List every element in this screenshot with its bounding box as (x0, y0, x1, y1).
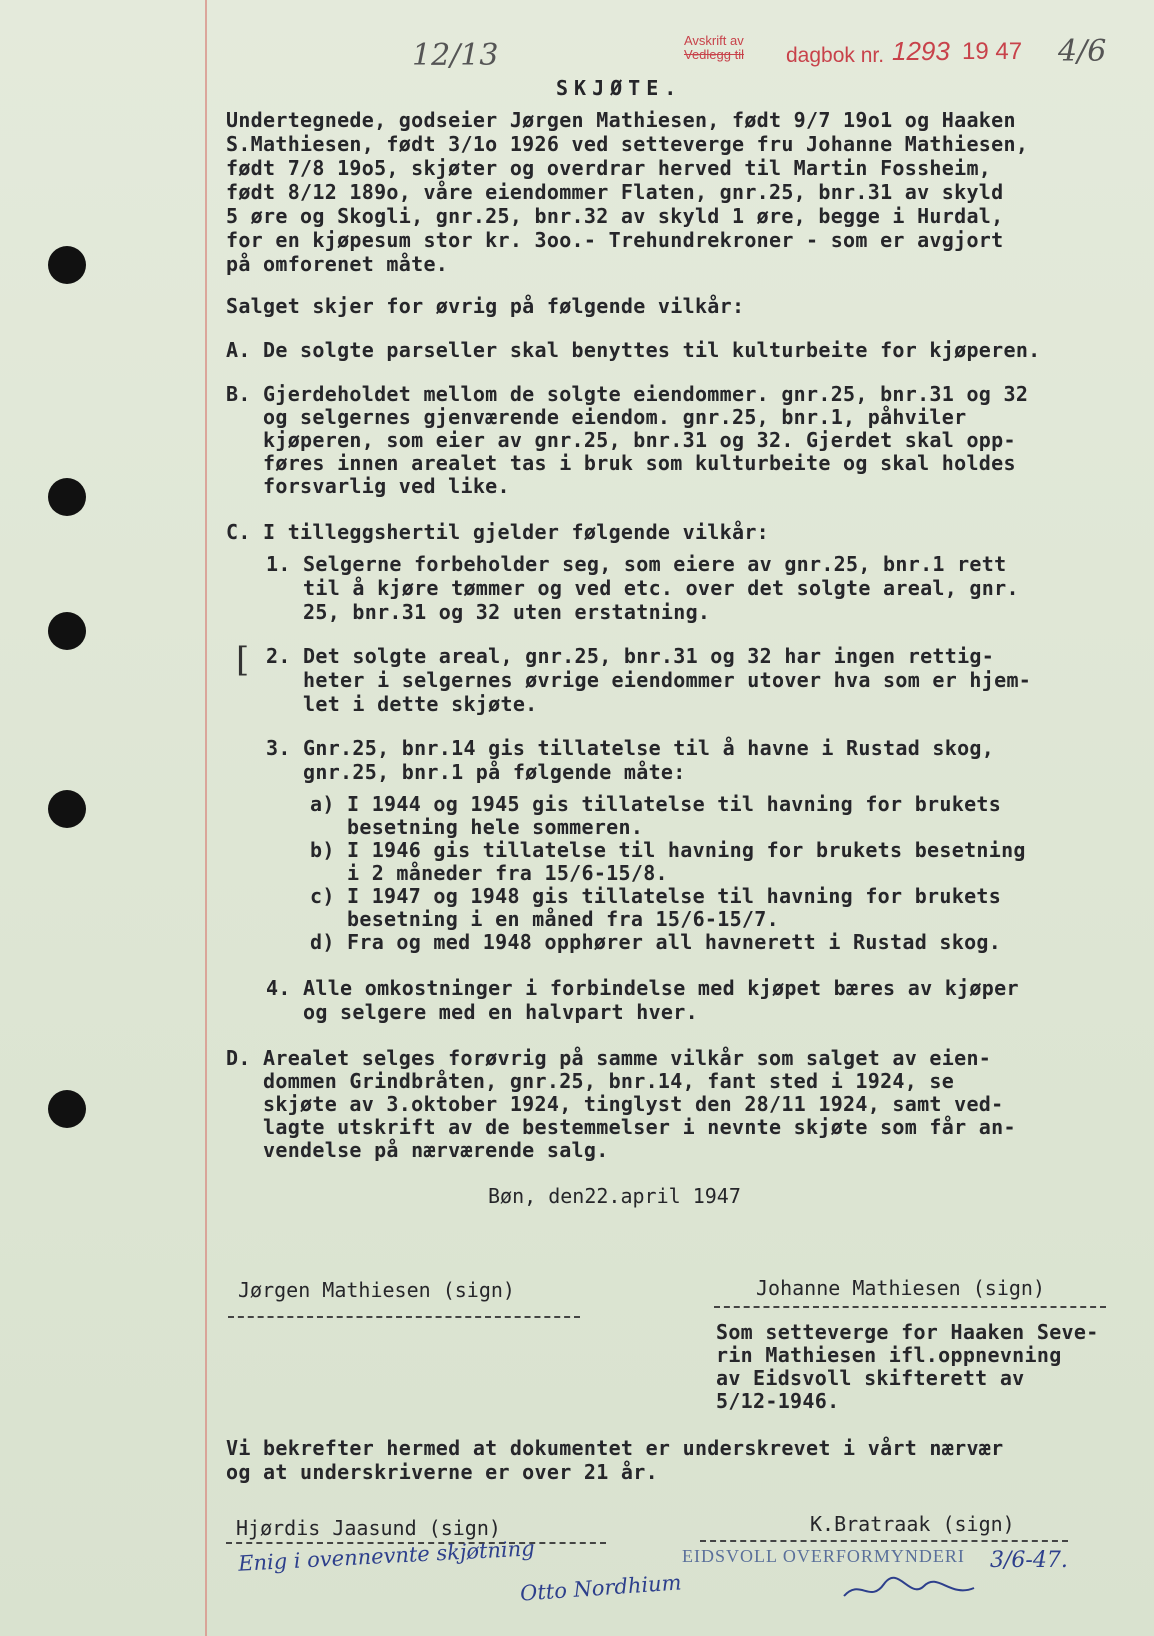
section-d-line: vendelse på nærværende salg. (226, 1138, 609, 1162)
stamp-label (684, 34, 744, 62)
body-line: for en kjøpesum stor kr. 3oo.- Trehundrekroner - som er avgjort (226, 228, 1004, 252)
signature-left: Jørgen Mathiesen (sign) (238, 1278, 515, 1302)
punch-hole (48, 246, 86, 284)
body-line: Undertegnede, godseier Jørgen Mathiesen, født 9/7 19o1 og Haaken (226, 108, 1016, 132)
punch-hole (48, 478, 86, 516)
handwritten-signature (840, 1570, 980, 1610)
section-d-line: skjøte av 3.oktober 1924, tinglyst den 28/11 1924, samt ved- (226, 1092, 1004, 1116)
c1-line: til å kjøre tømmer og ved etc. over det solgte areal, gnr. (266, 576, 1019, 600)
document-title: SKJØTE. (556, 76, 683, 100)
signature-line (228, 1316, 580, 1318)
c3-item: besetning hele sommeren. (310, 815, 644, 839)
c3-line: gnr.25, bnr.1 på følgende måte: (266, 760, 686, 784)
signature-line (714, 1306, 1106, 1308)
handwritten-name: Otto Nordhium (519, 1570, 683, 1606)
section-b-line: og selgernes gjenværende eiendom. gnr.25, bnr.1, påhviler (226, 405, 967, 429)
section-d-line: D. Arealet selges forøvrig på samme vilkår som salget av eien- (226, 1046, 992, 1070)
body-line: på omforenet måte. (226, 252, 449, 276)
conditions-intro: Salget skjer for øvrig på følgende vilkår: (226, 294, 745, 318)
c3-item: a) I 1944 og 1945 gis tillatelse til havning for brukets (310, 792, 1002, 816)
c1-line: 25, bnr.31 og 32 uten erstatning. (266, 600, 711, 624)
witness-statement: og at underskriverne er over 21 år. (226, 1460, 658, 1484)
section-a: A. De solgte parseller skal benyttes til kulturbeite for kjøperen. (226, 338, 1041, 362)
stamp-dagbok: dagbok nr. (786, 44, 885, 67)
c2-line: heter i selgernes øvrige eiendommer utover hva som er hjem- (266, 668, 1032, 692)
punch-hole (48, 1090, 86, 1128)
guardian-note: rin Mathiesen ifl.oppnevning (716, 1343, 1062, 1367)
guardian-note: Som setteverge for Haaken Seve- (716, 1320, 1099, 1344)
witness-statement: Vi bekrefter hermed at dokumentet er underskrevet i vårt nærvær (226, 1436, 1004, 1460)
footer-date: 3/6-47. (990, 1548, 1068, 1573)
c2-line: let i dette skjøte. (266, 692, 538, 716)
section-b-line: kjøperen, som eier av gnr.25, bnr.31 og 32. Gjerdet skal opp- (226, 428, 1016, 452)
place-date: Bøn, den22.april 1947 (488, 1184, 741, 1208)
section-c-intro: C. I tilleggshertil gjelder følgende vilkår: (226, 520, 770, 544)
body-line: født 7/8 19o5, skjøter og overdrar herved til Martin Fossheim, (226, 156, 992, 180)
guardian-note: av Eidsvoll skifterett av (716, 1366, 1025, 1390)
bracket-mark: [ (236, 640, 250, 680)
witness-right: K.Bratraak (sign) (810, 1512, 1015, 1536)
c3-item: d) Fra og med 1948 opphører all havnerett i Rustad skog. (310, 930, 1002, 954)
c3-item: b) I 1946 gis tillatelse til havning for brukets besetning (310, 838, 1026, 862)
punch-hole (48, 790, 86, 828)
body-line: født 8/12 189o, våre eiendommer Flaten, gnr.25, bnr.31 av skyld (226, 180, 1004, 204)
c4-line: og selgere med en halvpart hver. (266, 1000, 698, 1024)
witness-left: Hjørdis Jaasund (sign) (236, 1516, 501, 1540)
overformynderi-stamp: EIDSVOLL OVERFORMYNDERI (682, 1546, 965, 1566)
c3-item: i 2 måneder fra 15/6-15/8. (310, 861, 668, 885)
c3-line: 3. Gnr.25, bnr.14 gis tillatelse til å havne i Rustad skog, (266, 736, 995, 760)
body-line: S.Mathiesen, født 3/1o 1926 ved setteverge fru Johanne Mathiesen, (226, 132, 1029, 156)
signature-line (700, 1540, 1068, 1542)
dagbok-year: 19 47 (962, 38, 1023, 65)
c3-item: besetning i en måned fra 15/6-15/7. (310, 907, 779, 931)
punch-hole (48, 612, 86, 650)
signature-right: Johanne Mathiesen (sign) (756, 1276, 1045, 1300)
dagbok-number: 1293 (892, 36, 950, 66)
c3-item: c) I 1947 og 1948 gis tillatelse til havning for brukets (310, 884, 1002, 908)
section-b-line: føres innen arealet tas i bruk som kulturbeite og skal holdes (226, 451, 1016, 475)
pencil-mark: 12/13 (412, 38, 499, 73)
stamp-line: Vedlegg til (684, 47, 744, 62)
margin-line (205, 0, 207, 1636)
c1-line: 1. Selgerne forbeholder seg, som eiere av gnr.25, bnr.1 rett (266, 552, 1007, 576)
section-d-line: lagte utskrift av de bestemmelser i nevnte skjøte som får an- (226, 1115, 1016, 1139)
stamp-line: Avskrift av (684, 33, 744, 48)
section-b-line: forsvarlig ved like. (226, 474, 510, 498)
handwritten-approval: Enig i ovennevnte skjøtning (237, 1536, 536, 1576)
guardian-note: 5/12-1946. (716, 1389, 840, 1413)
body-line: 5 øre og Skogli, gnr.25, bnr.32 av skyld 1 øre, begge i Hurdal, (226, 204, 1004, 228)
date-note: 4/6 (1058, 34, 1107, 69)
c4-line: 4. Alle omkostninger i forbindelse med kjøpet bæres av kjøper (266, 976, 1019, 1000)
c2-line: 2. Det solgte areal, gnr.25, bnr.31 og 32 har ingen rettig- (266, 644, 995, 668)
section-d-line: dommen Grindbråten, gnr.25, bnr.14, fant sted i 1924, se (226, 1069, 955, 1093)
section-b-line: B. Gjerdeholdet mellom de solgte eiendommer. gnr.25, bnr.31 og 32 (226, 382, 1029, 406)
